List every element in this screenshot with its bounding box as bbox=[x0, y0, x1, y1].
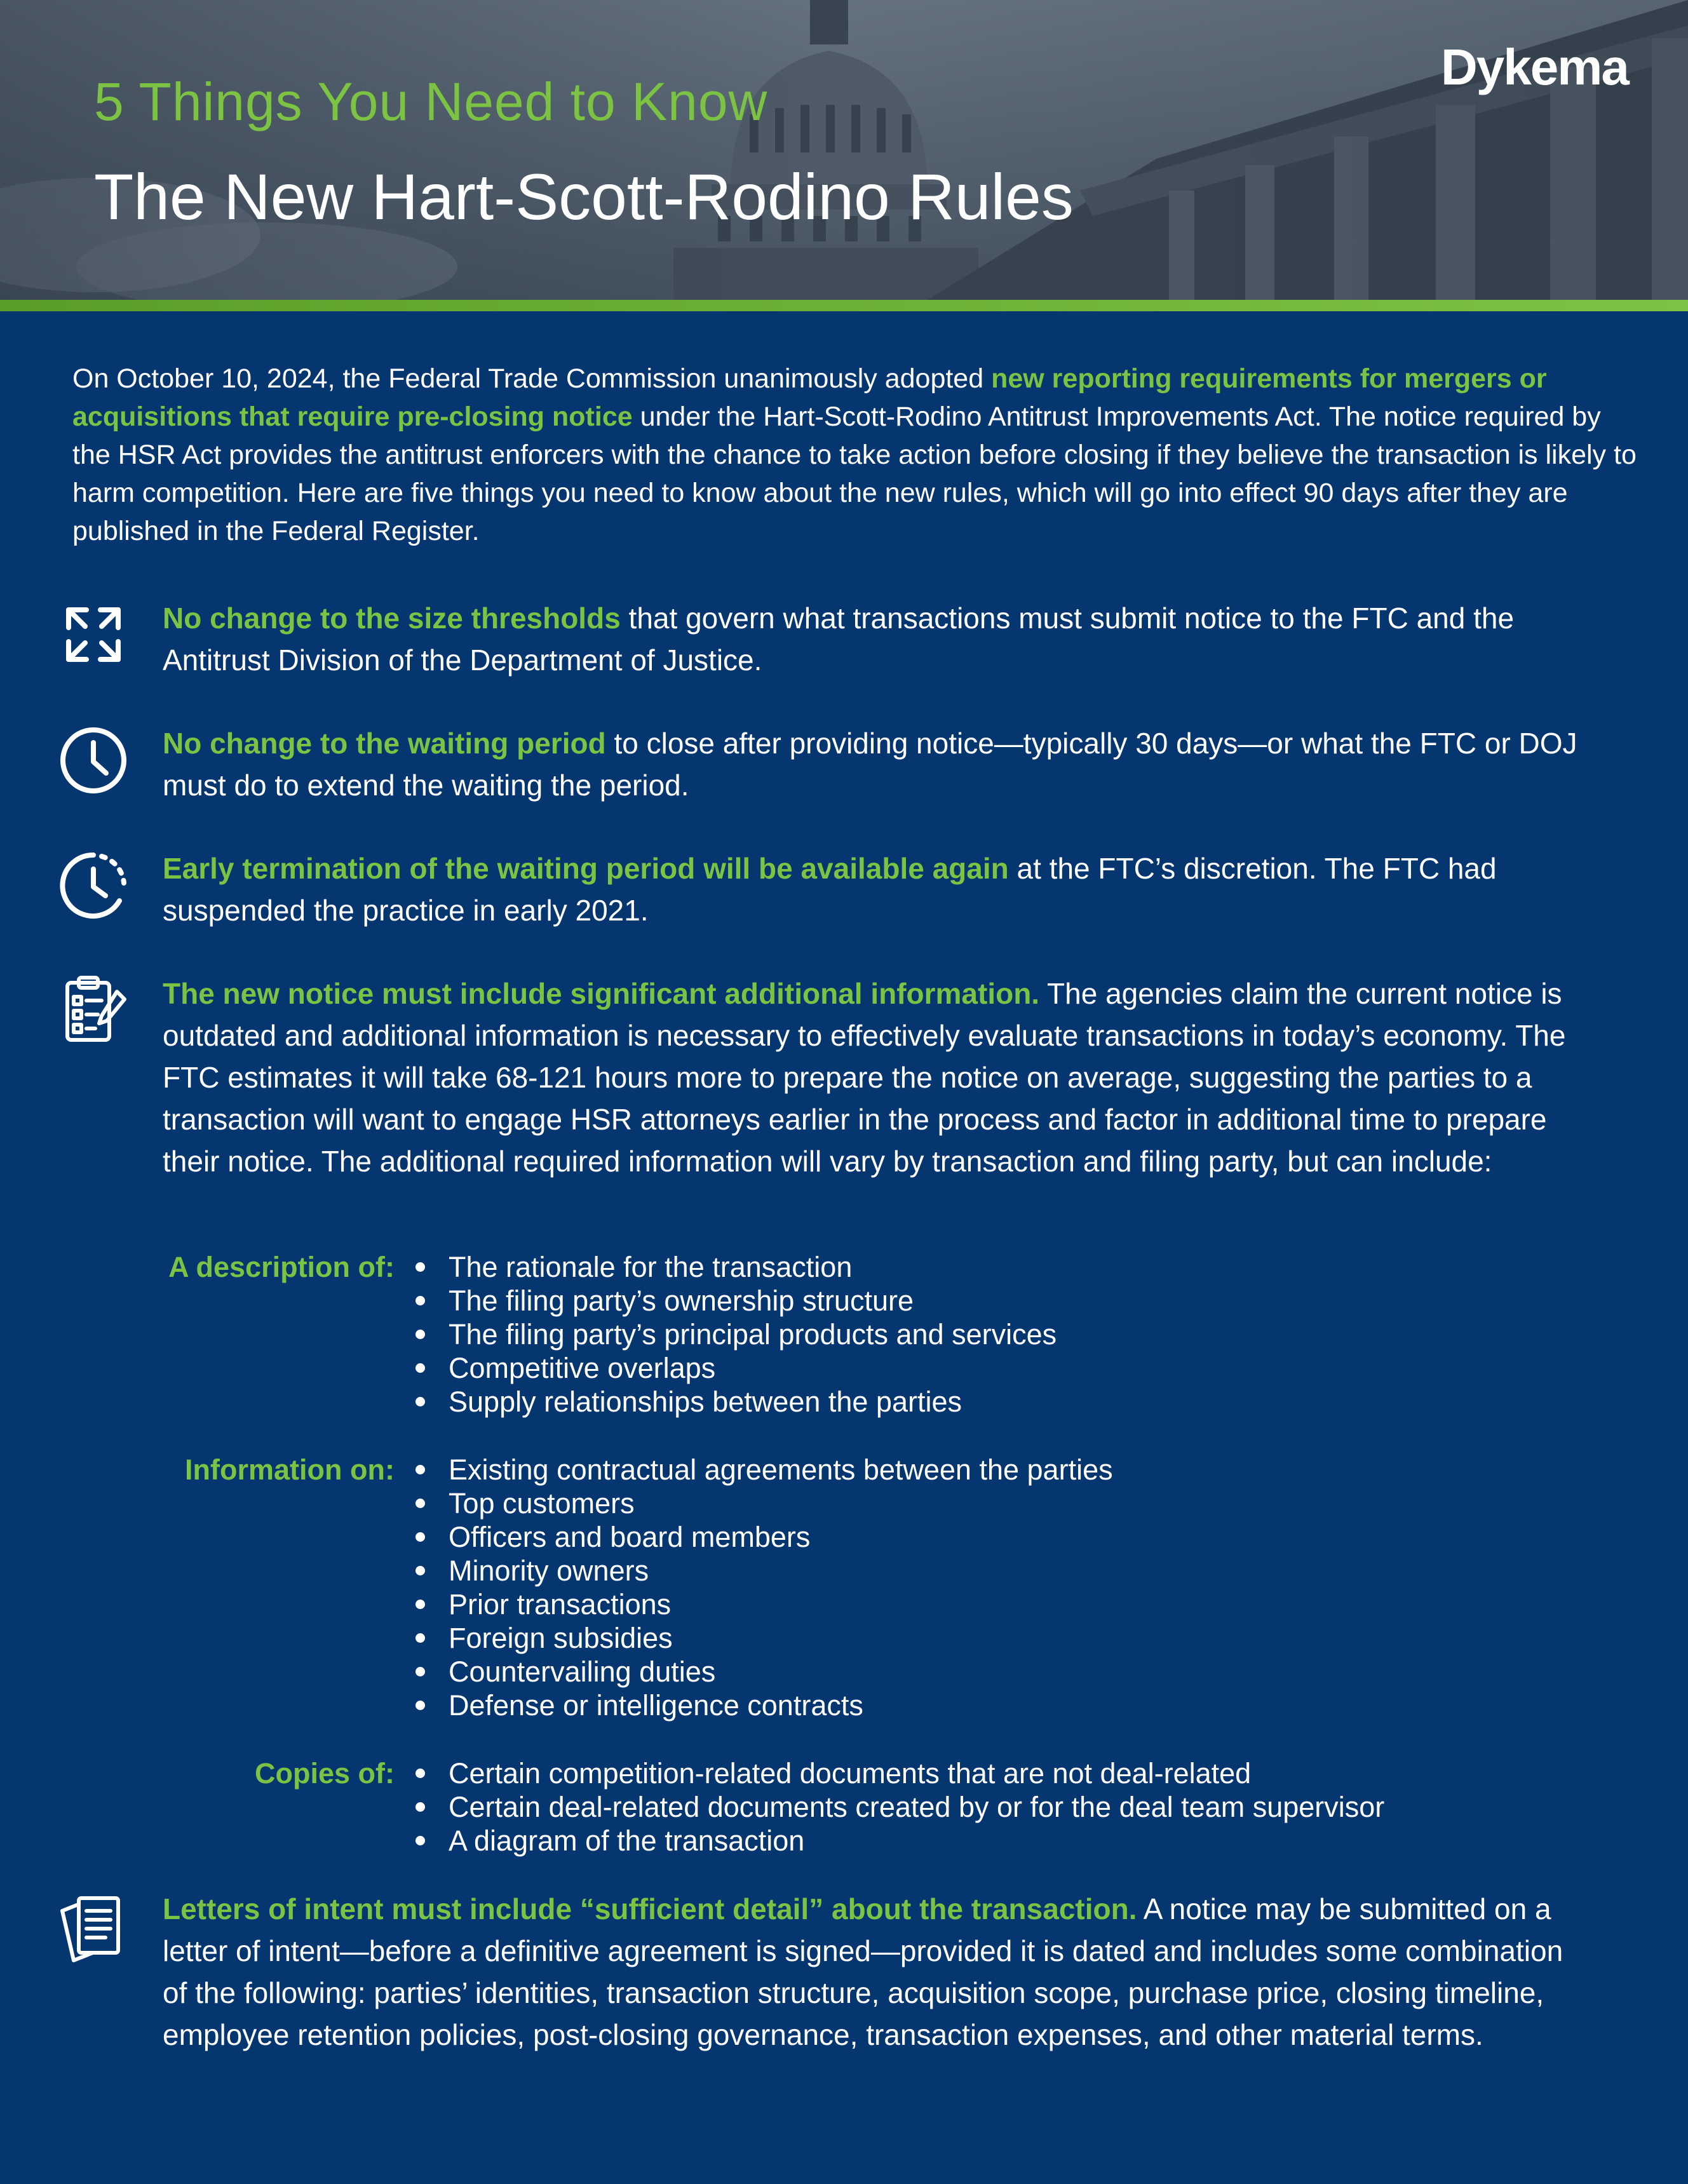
list-item: A diagram of the transaction bbox=[413, 1824, 1384, 1857]
item-text bbox=[163, 973, 1586, 1182]
expand-arrows-icon bbox=[56, 597, 131, 672]
group-label: Copies of: bbox=[255, 1757, 395, 1790]
intro-text-end: under the Hart-Scott-Rodino Antitrust Improvements Act. The notice required by the HSR Act provides the antitrust enforcers with the chance to take action before closing if they believe the transaction is likely to harm competition. Here are five things you need to know about the new rules, which will go into effect 90 days after they are published in the Federal Register. bbox=[72, 401, 1637, 546]
item-highlight: Letters of intent must include “sufficient detail” about the transaction. bbox=[163, 1892, 1137, 1925]
item-text bbox=[163, 847, 1586, 931]
list-item: The rationale for the transaction bbox=[413, 1250, 1057, 1284]
bullet-list bbox=[413, 1250, 1057, 1419]
list-item: The filing party’s ownership structure bbox=[413, 1284, 1057, 1318]
clipboard-checklist-icon bbox=[56, 973, 131, 1048]
intro-highlight: new reporting requirements for mergers or acquisitions that require pre-closing notice bbox=[72, 363, 1547, 432]
clock-icon bbox=[56, 722, 131, 797]
list-item: Countervailing duties bbox=[413, 1655, 1113, 1689]
item-highlight: The new notice must include significant additional information. bbox=[163, 977, 1040, 1010]
header-kicker: 5 Things You Need to Know bbox=[94, 72, 768, 131]
item-body: that govern what transactions must submit notice to the FTC and the Antitrust Division of the Department of Justice. bbox=[163, 602, 1515, 677]
list-item: Prior transactions bbox=[413, 1587, 1113, 1621]
intro-text-start: On October 10, 2024, the Federal Trade Commission unanimously adopted bbox=[72, 363, 992, 394]
header-divider bbox=[0, 300, 1688, 311]
item-highlight: Early termination of the waiting period will be available again bbox=[163, 852, 1009, 885]
list-item: Minority owners bbox=[413, 1554, 1113, 1587]
item-body: at the FTC’s discretion. The FTC had suspended the practice in early 2021. bbox=[163, 852, 1497, 927]
intro-paragraph bbox=[72, 360, 1642, 550]
list-item: Certain competition-related documents that are not deal-related bbox=[413, 1756, 1384, 1790]
group-label: Information on: bbox=[185, 1453, 395, 1486]
item-text bbox=[163, 1888, 1586, 2056]
dashed-clock-icon bbox=[56, 847, 131, 922]
list-item: Competitive overlaps bbox=[413, 1351, 1057, 1385]
list-item: Certain deal-related documents created by or for the deal team supervisor bbox=[413, 1790, 1384, 1824]
list-item: Officers and board members bbox=[413, 1520, 1113, 1554]
item-text bbox=[163, 722, 1586, 806]
item-body: A notice may be submitted on a letter of intent—before a definitive agreement is signed—provided it is dated and includes some combination of the following: parties’ identities, transaction structure, acquisition scope, purchase price, closing timeline, employee retention policies, post-closing governance, transaction expenses, and other material terms. bbox=[163, 1892, 1563, 2051]
documents-stack-icon bbox=[56, 1892, 131, 1967]
header-banner bbox=[0, 0, 1688, 300]
dykema-logo: Dykema bbox=[1441, 39, 1628, 95]
list-item: Top customers bbox=[413, 1486, 1113, 1520]
item-highlight: No change to the size thresholds bbox=[163, 602, 621, 635]
list-item: Supply relationships between the parties bbox=[413, 1385, 1057, 1419]
list-item: Existing contractual agreements between the parties bbox=[413, 1453, 1113, 1486]
list-item: Foreign subsidies bbox=[413, 1621, 1113, 1655]
item-text bbox=[163, 597, 1586, 681]
capitol-building-photo bbox=[0, 0, 1688, 300]
item-highlight: No change to the waiting period bbox=[163, 727, 606, 760]
list-item: The filing party’s principal products and services bbox=[413, 1318, 1057, 1351]
item-body: to close after providing notice—typically 30 days—or what the FTC or DOJ must do to extend the waiting the period. bbox=[163, 727, 1577, 802]
group-label: A description of: bbox=[168, 1251, 395, 1283]
page-title: The New Hart-Scott-Rodino Rules bbox=[94, 161, 1074, 233]
list-item: Defense or intelligence contracts bbox=[413, 1689, 1113, 1722]
bullet-list bbox=[413, 1453, 1113, 1722]
bullet-list bbox=[413, 1756, 1384, 1857]
item-body: The agencies claim the current notice is outdated and additional information is necessary to effectively evaluate transactions in today’s economy. The FTC estimates it will take 68-121 hours more to prepare the notice on average, suggesting the parties to a transaction will want to engage HSR attorneys earlier in the process and factor in additional time to prepare their notice. The additional required information will vary by transaction and filing party, but can include: bbox=[163, 977, 1566, 1178]
